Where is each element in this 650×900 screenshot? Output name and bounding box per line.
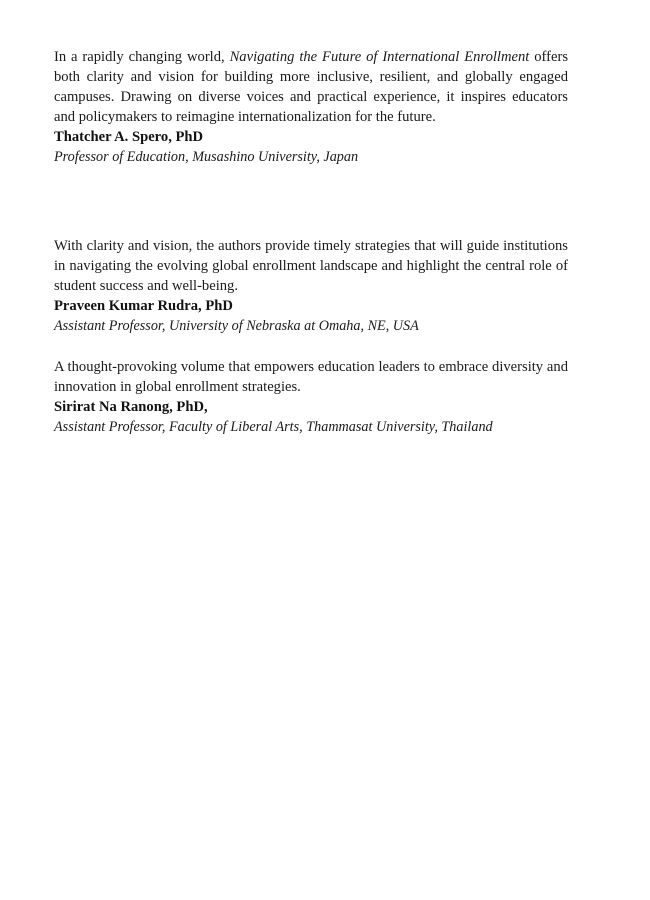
endorser-name: Praveen Kumar Rudra, PhD bbox=[54, 298, 233, 314]
quote-text-before-title: With clarity and vision, the authors provide timely strategies that will guide institutions in navigating the evolving global enrollment landscape and highlight the central role of student success and well-being. bbox=[54, 238, 568, 294]
endorsement-block bbox=[54, 357, 568, 437]
endorsement-block bbox=[54, 47, 568, 167]
endorsement-quote bbox=[54, 357, 568, 397]
endorsements-container bbox=[54, 47, 568, 437]
endorser-affiliation: Assistant Professor, University of Nebraska at Omaha, NE, USA bbox=[54, 318, 419, 334]
quote-text-before-title: A thought-provoking volume that empowers education leaders to embrace diversity and innovation in global enrollment strategies. bbox=[54, 359, 568, 395]
quote-text-before-title: In a rapidly changing world, bbox=[54, 49, 230, 65]
endorser-name: Sirirat Na Ranong, PhD, bbox=[54, 399, 208, 415]
book-title: Navigating the Future of International Enrollment bbox=[229, 49, 530, 65]
endorsement-quote bbox=[54, 47, 568, 127]
endorsement-block bbox=[54, 236, 568, 336]
endorsement-quote bbox=[54, 236, 568, 296]
endorser-affiliation: Professor of Education, Musashino University, Japan bbox=[54, 149, 359, 165]
quote-text-after-title: offers both clarity and vision for building more inclusive, resilient, and globally engaged campuses. Drawing on diverse voices and practical experience, it inspires educators and policymakers to reimagine internationalization for the future. bbox=[54, 49, 568, 125]
endorser-affiliation: Assistant Professor, Faculty of Liberal Arts, Thammasat University, Thailand bbox=[54, 419, 493, 435]
endorser-name: Thatcher A. Spero, PhD bbox=[54, 129, 204, 145]
